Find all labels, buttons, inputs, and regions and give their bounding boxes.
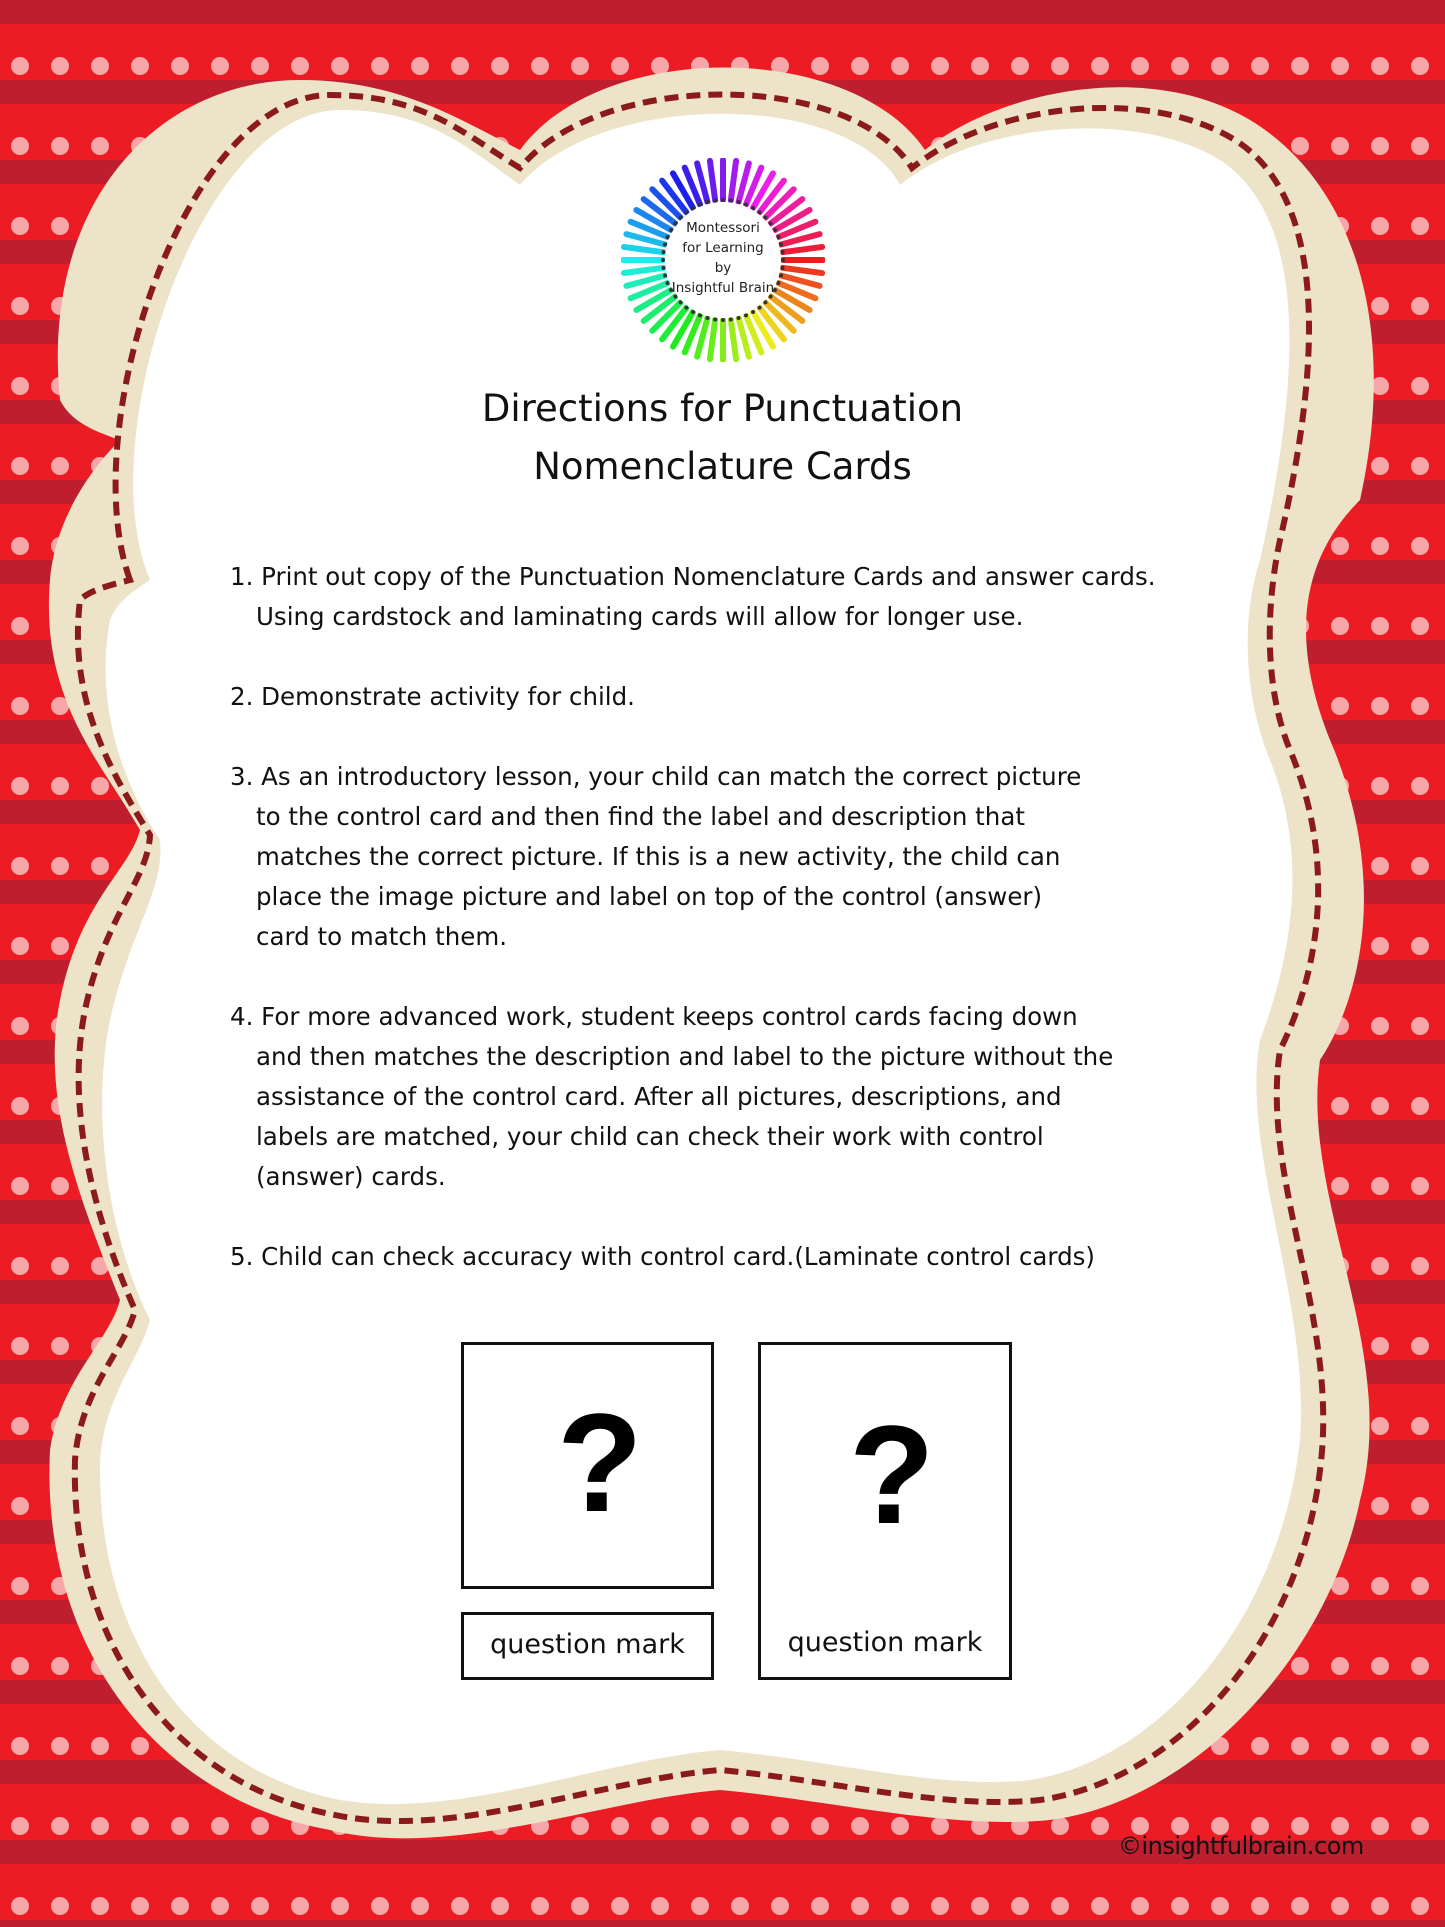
direction-step: 4. For more advanced work, student keeps control cards facing down and then matches the description and label to the picture without the assistance of the control card. After all pictures, descriptions, and labels are matched, your child can check their work with control (answer) cards. <box>230 1002 1114 1191</box>
title-line-2: Nomenclature Cards <box>533 445 912 488</box>
pencil-tip <box>684 306 688 310</box>
direction-step: 5. Child can check accuracy with control card.(Laminate control cards) <box>230 1242 1095 1271</box>
pencil-shape <box>782 268 822 273</box>
pencil-tip <box>698 203 702 207</box>
pencil-shape <box>731 319 736 359</box>
picture-card <box>461 1342 714 1589</box>
question-mark-symbol: ? <box>849 1396 935 1553</box>
title-line-1: Directions for Punctuation <box>481 387 964 430</box>
pencil-tip <box>684 210 688 214</box>
pencil-tip <box>780 250 784 254</box>
pencil-tip <box>737 316 741 320</box>
pencil-tip <box>698 313 702 317</box>
direction-step: 2. Demonstrate activity for child. <box>230 682 635 711</box>
pencil-shape <box>624 247 664 252</box>
pencil-shape <box>731 161 736 201</box>
pencil-tip <box>679 300 683 304</box>
pencil-tip <box>758 210 762 214</box>
label-card <box>461 1612 714 1680</box>
pencil-shape <box>624 268 664 273</box>
page-title <box>400 380 1045 496</box>
directions-list <box>230 557 1190 1317</box>
control-card <box>758 1342 1012 1680</box>
label-card-text: question mark <box>490 1629 685 1660</box>
question-mark-symbol: ? <box>557 1384 643 1541</box>
pencil-tip <box>781 258 785 262</box>
pencil-tip <box>691 310 695 314</box>
pencil-tip <box>713 199 717 203</box>
direction-step: 3. As an introductory lesson, your child can match the correct picture to the control card and then find the label and description that matches the correct picture. If this is a new activity, the child can place the image picture and label on top of the control (answer) card to match them. <box>230 762 1082 951</box>
logo-line: by <box>714 260 732 276</box>
logo-line: Insightful Brain <box>671 280 775 296</box>
pencil-tip <box>744 203 748 207</box>
logo-line: Montessori <box>686 220 760 236</box>
pencil-tip <box>763 300 767 304</box>
pencil-tip <box>751 206 755 210</box>
pencil-tip <box>729 199 733 203</box>
pencil-tip <box>780 266 784 270</box>
pencil-tip <box>721 318 725 322</box>
pencil-shape <box>782 247 822 252</box>
pencil-tip <box>758 306 762 310</box>
pencil-tip <box>737 200 741 204</box>
pencil-shape <box>710 161 715 201</box>
pencil-tip <box>729 317 733 321</box>
pencil-tip <box>751 310 755 314</box>
pencil-tip <box>705 316 709 320</box>
pencil-tip <box>713 317 717 321</box>
copyright-credit: ©insightfulbrain.com <box>1118 1832 1364 1860</box>
pencil-shape <box>710 319 715 359</box>
logo-line: for Learning <box>682 240 764 256</box>
pencil-tip <box>721 198 725 202</box>
control-card-label: question mark <box>787 1627 983 1658</box>
direction-step: 1. Print out copy of the Punctuation Nomenclature Cards and answer cards. Using cardstock and laminating cards will allow for longer use. <box>230 562 1156 631</box>
pencil-tip <box>691 206 695 210</box>
logo-text <box>665 218 781 298</box>
pencil-tip <box>744 313 748 317</box>
pencil-tip <box>705 200 709 204</box>
